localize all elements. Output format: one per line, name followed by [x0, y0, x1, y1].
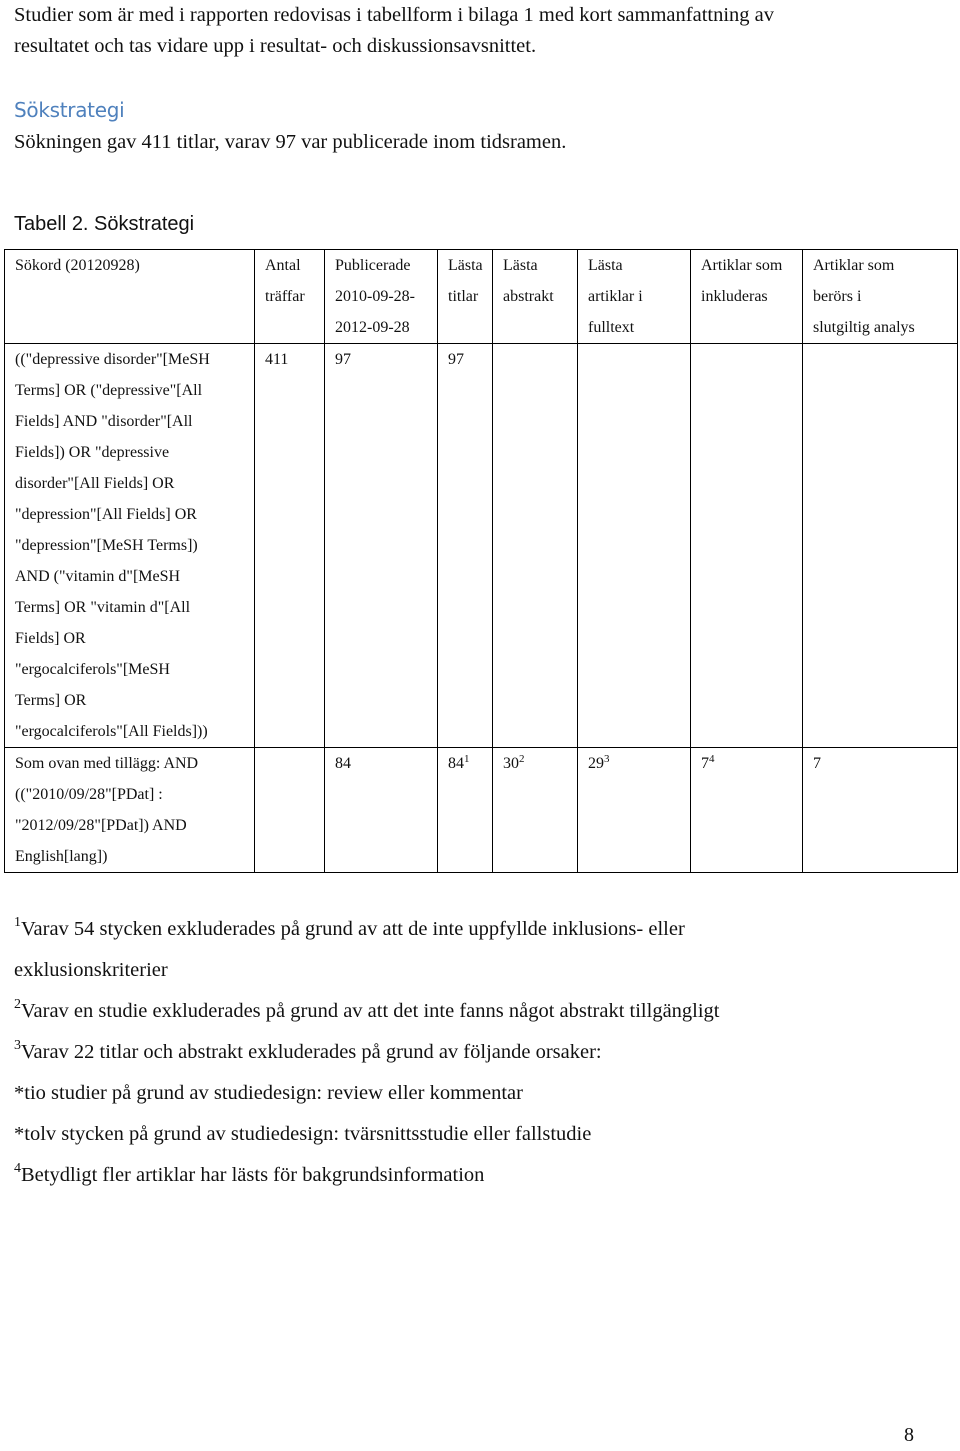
footnotes: [14, 909, 944, 1196]
table-row: [5, 748, 958, 873]
page-number: 8: [904, 1424, 914, 1446]
footnote-mark: 2: [519, 753, 525, 765]
titlar-cell: [438, 748, 493, 873]
inkluderas-value: 7: [701, 755, 709, 772]
footnote-mark: 4: [709, 753, 715, 765]
antal-cell: [255, 748, 325, 873]
section-text: Sökningen gav 411 titlar, varav 97 var publicerade inom tidsramen.: [14, 131, 567, 153]
footnote: [14, 1073, 944, 1114]
footnote: [14, 950, 944, 991]
search-strategy-table: [4, 249, 958, 873]
fulltext-cell: [578, 748, 691, 873]
footnote: [14, 1114, 944, 1155]
table-header-row: [5, 250, 958, 344]
titlar-value: 97: [448, 351, 464, 368]
footnote-text: Betydligt fler artiklar har lästs för bakgrundsinformation: [21, 1164, 485, 1186]
publicerade-cell: 84: [325, 748, 438, 873]
footnote-mark: 1: [464, 753, 470, 765]
analys-cell: [803, 344, 958, 748]
titlar-value: 84: [448, 755, 464, 772]
footnote-mark: 4: [14, 1161, 21, 1176]
fulltext-cell: [578, 344, 691, 748]
query-cell: (("depressive disorder"[MeSH Terms] OR ("depressive"[All Fields] AND "disorder"[All Fields]) OR "depressive disorder"[All Fields] OR "depression"[All Fields] OR "depression"[MeSH Terms]) AND ("vitamin d"[MeSH Terms] OR "vitamin d"[All Fields] OR "ergocalciferols"[MeSH Terms] OR "ergocalciferols"[All Fields])): [5, 344, 255, 748]
footnote: [14, 1032, 944, 1073]
abstrakt-cell: [493, 344, 578, 748]
header-cell: Artiklar som berörs i slutgiltig analys: [803, 250, 958, 344]
footnote: [14, 909, 944, 950]
intro-line-1: Studier som är med i rapporten redovisas i tabellform i bilaga 1 med kort sammanfattning av: [14, 4, 775, 26]
footnote-text: Varav 54 stycken exkluderades på grund av att de inte uppfyllde inklusions- eller: [21, 918, 685, 940]
intro-line-2: resultatet och tas vidare upp i resultat- och diskussionsavsnittet.: [14, 35, 537, 57]
publicerade-cell: 97: [325, 344, 438, 748]
header-cell: Lästa artiklar i fulltext: [578, 250, 691, 344]
section-heading: Sökstrategi: [14, 98, 125, 122]
footnote-mark: 2: [14, 997, 21, 1012]
footnote-text: *tio studier på grund av studiedesign: review eller kommentar: [14, 1082, 523, 1104]
footnote-text: *tolv stycken på grund av studiedesign: tvärsnittsstudie eller fallstudie: [14, 1123, 592, 1145]
table-caption: Tabell 2. Sökstrategi: [14, 213, 195, 235]
header-cell: Artiklar som inkluderas: [691, 250, 803, 344]
titlar-cell: [438, 344, 493, 748]
intro-paragraph: [14, 0, 944, 62]
fulltext-value: 29: [588, 755, 604, 772]
footnote-text: Varav 22 titlar och abstrakt exkluderades på grund av följande orsaker:: [21, 1041, 602, 1063]
query-cell: Som ovan med tillägg: AND (("2010/09/28"[PDat] : "2012/09/28"[PDat]) AND English[lang]): [5, 748, 255, 873]
header-cell: Lästa titlar: [438, 250, 493, 344]
analys-cell: 7: [803, 748, 958, 873]
abstrakt-cell: [493, 748, 578, 873]
header-cell: Publicerade 2010-09-28- 2012-09-28: [325, 250, 438, 344]
header-cell: Lästa abstrakt: [493, 250, 578, 344]
table-row: [5, 344, 958, 748]
footnote-mark: 1: [14, 915, 21, 930]
footnote: [14, 991, 944, 1032]
footnote-mark: 3: [14, 1038, 21, 1053]
inkluderas-cell: [691, 344, 803, 748]
header-cell: Antal träffar: [255, 250, 325, 344]
footnote-mark: 3: [604, 753, 610, 765]
antal-cell: 411: [255, 344, 325, 748]
abstrakt-value: 30: [503, 755, 519, 772]
inkluderas-cell: [691, 748, 803, 873]
footnote-text: exklusionskriterier: [14, 959, 168, 981]
header-cell: Sökord (20120928): [5, 250, 255, 344]
footnote: [14, 1155, 944, 1196]
footnote-text: Varav en studie exkluderades på grund av att det inte fanns något abstrakt tillgängligt: [21, 1000, 720, 1022]
